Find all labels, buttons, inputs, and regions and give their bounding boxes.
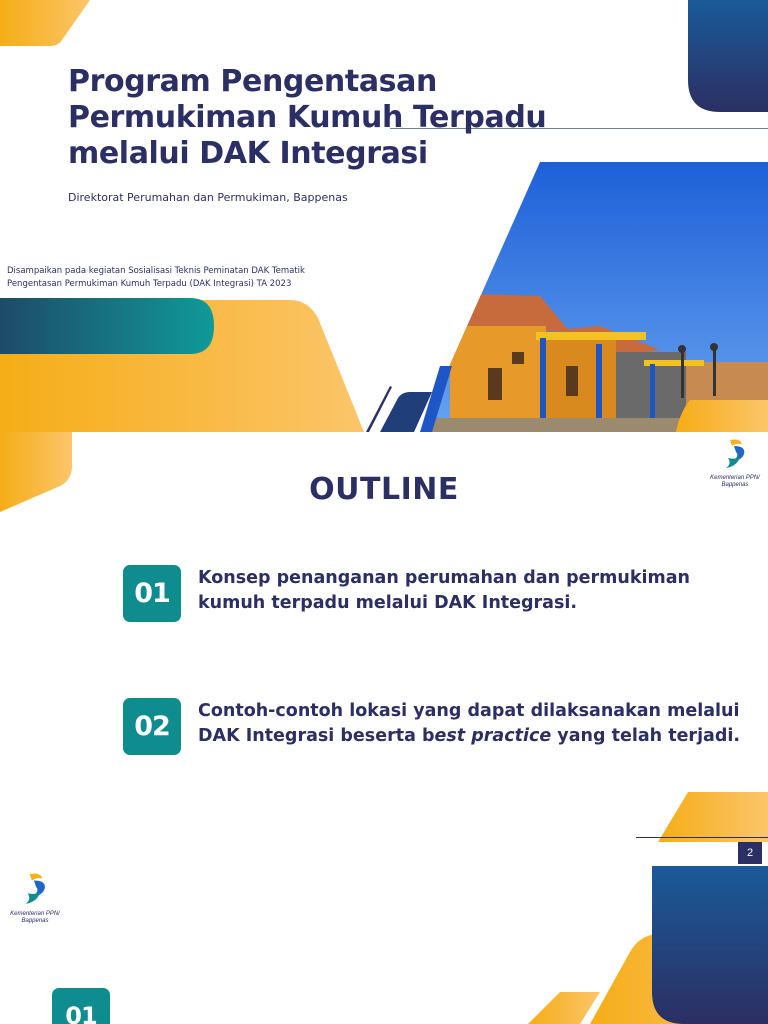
outline-item-text: Contoh-contoh lokasi yang dapat dilaksanakan melalui DAK Integrasi beserta best practice yang telah terjadi. bbox=[198, 701, 741, 746]
page-number: 2 bbox=[738, 842, 762, 864]
item-number-badge: 02 bbox=[123, 698, 181, 755]
section-slide bbox=[0, 842, 768, 1024]
bappenas-logo-icon bbox=[8, 872, 62, 906]
cover-subtitle: Direktorat Perumahan dan Permukiman, Bappenas bbox=[68, 191, 348, 204]
footer-divider-line bbox=[636, 837, 768, 838]
cover-note: Disampaikan pada kegiatan Sosialisasi Teknis Peminatan DAK Tematik Pengentasan Permukiman Kumuh Terpadu (DAK Integrasi) TA 2023 bbox=[7, 266, 305, 289]
cover-title: Program Pengentasan Permukiman Kumuh Terpadu melalui DAK Integrasi bbox=[68, 64, 547, 171]
item-number-badge: 01 bbox=[123, 565, 181, 622]
logo-label: Kementerian PPN/ Bappenas bbox=[10, 911, 60, 924]
cover-slide bbox=[0, 0, 768, 432]
bappenas-logo bbox=[8, 872, 62, 925]
settlement-photo bbox=[400, 160, 768, 432]
outline-slide bbox=[0, 432, 768, 842]
logo-label: Kementerian PPN/ Bappenas bbox=[710, 475, 760, 488]
section-decoration bbox=[0, 842, 768, 1024]
outline-item-text: Konsep penanganan perumahan dan permukiman kumuh terpadu melalui DAK Integrasi. bbox=[198, 568, 691, 613]
section-number-badge: 01 bbox=[52, 988, 110, 1024]
outline-title: OUTLINE bbox=[309, 472, 459, 507]
bappenas-logo-icon bbox=[710, 438, 760, 470]
